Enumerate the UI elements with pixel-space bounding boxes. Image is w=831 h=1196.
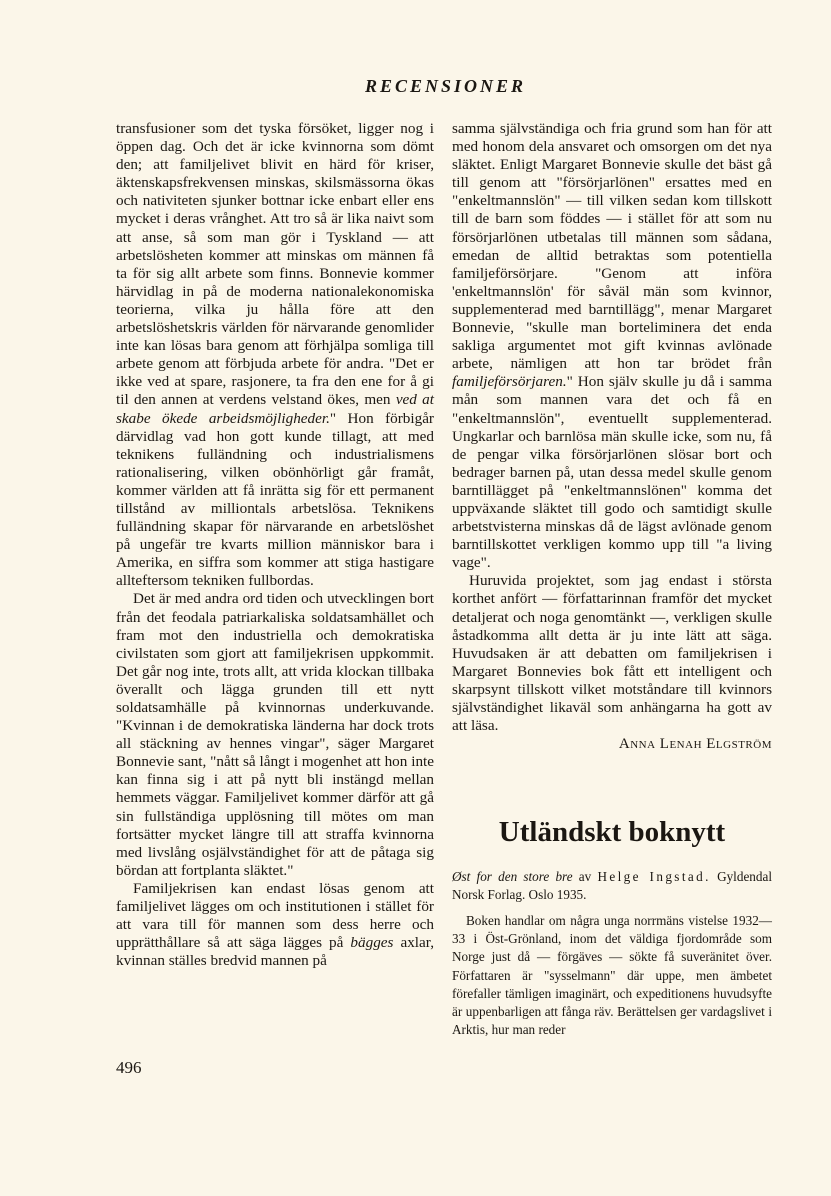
review-citation bbox=[452, 868, 772, 904]
paragraph: Boken handlar om några unga norrmäns vistelse 1932—33 i Öst-Grönland, inom det väldiga fjordområde som Norge just då — förgäves — sökte få suveränitet över. Författaren är "sysselmann" där uppe, men ämbetet förefaller tämligen imaginärt, och expeditionens huvudsyfte är uppenbarligen att fånga räv. Berättelsen ger vardagslivet i Arktis, hur man reder bbox=[452, 913, 772, 1038]
text-run: Familjekrisen kan endast lösas genom att familjelivet lägges om och institutionen i stället för att vara till för mannen som dess herre och upprätthållare så att säga lägges på bbox=[116, 879, 434, 952]
text-run: " Hon förbigår därvidlag vad hon gott kunde tillagt, att med teknikens fulländning och industrialismens rationalisering, vilken obönhörligt går framåt, kommer världen att få inrätta sig för ett permanent tillstånd av milliontals arbetslösa. Teknikens fulländning skapar för närvarande en arbetslöshet på ungefär tre kvarts million människor bara i Amerika, en siffra som kommer att stiga hastigare allteftersom tekniken fullbordas. bbox=[116, 409, 434, 590]
paragraph: Huruvida projektet, som jag endast i största korthet anfört — författarinnan framför det mycket detaljerat och noga genomtänkt —, verkligen skulle åstadkomma allt detta är ju inte lätt att säga. Huvudsaken är att debatten om familjekrisen i Margaret Bonnevies bok fått ett intelligent och skarpsynt tillskott vilket motståndare till kvinnors självständighet likaväl som anhängarna ha gott av att läsa. bbox=[452, 572, 772, 735]
italic-text: familjeförsörjaren. bbox=[452, 373, 567, 391]
section-title: Utländskt boknytt bbox=[498, 816, 726, 848]
italic-text: ved at skabe ökede arbeidsmöjligheder. bbox=[116, 391, 434, 427]
right-column bbox=[452, 120, 772, 753]
text-run: axlar, kvinnan ställes bredvid mannen på bbox=[116, 934, 434, 970]
book-publisher: Gyldendal Norsk Forlag. Oslo 1935. bbox=[452, 869, 772, 902]
running-head: RECENSIONER bbox=[364, 76, 527, 96]
italic-text: bägges bbox=[350, 934, 394, 952]
page-number: 496 bbox=[116, 1058, 142, 1077]
text-run: samma självständiga och fria grund som han för att med honom dela ansvaret och omsorgen om det nya släktet. Enligt Margaret Bonnevie skulle det bäst gå till genom att "försörjarlönen" ersattes med en "enkeltmannslön" — till vilken sedan kom tillskott till de barn som föddes — i stället för att som nu försörjarlönen utbetalas till männen som sådana, emedan de alltid betraktas som potentiella familjeförsörjare. "Genom att införa 'enkeltmannslön' för såväl män som kvinnor, supplementerad med barntillägg", menar Margaret Bonnevie, "skulle man borteliminera det enda sakliga argumentet mot gift kvinnas avlönade arbete, nämligen att hon tar brödet från bbox=[452, 120, 772, 373]
text-run: " Hon själv skulle ju då i samma mån som mannen vara det och få en "enkeltmannslön", eventuellt supplementerad. Ungkarlar och barnlösa män skulle icke, som nu, få de pengar vilka försörjarlönen slösar bort och bedrager barnen på, utan dessa medel skulle genom barntillägget på "enkeltmannslönen" komma det uppväxande släktet till godo och samtidigt skulle arbetstvisterna minskas då de lägst avlönade genom barntillskottet verkligen kommo upp till "a living vage". bbox=[452, 373, 772, 572]
text-run: av bbox=[572, 869, 598, 884]
book-author: Helge Ingstad. bbox=[597, 869, 711, 884]
paragraph bbox=[452, 120, 772, 572]
paragraph bbox=[116, 120, 434, 590]
text-run: transfusioner som det tyska försöket, ligger nog i öppen dag. Och det är icke kvinnorna som dömt den; att familjelivet blivit en härd för kriser, äktenskapsfrekvensen minskas, skilsmässorna ökas och nativiteten sjunker bottnar icke enbart eller ens mycket i deras vrånghet. Att tro så är lika naivt som att anse, så som man gör i Tyskland — att arbetslösheten kommer att minskas om männen få ta för sig allt arbete som finns. Bonnevie kommer härvidlag in på de moderna nationalekonomiska teorierna, vilka ju hålla före att den arbetslöshetskris världen för närvarande genomlider inte kan lösas bara genom att förhjälpa somliga till arbete genom att förbjuda arbete för andra. "Det er ikke ved at spare, rasjonere, ta fra den ene for å gi til den annen at verdens velstand ökes, men bbox=[116, 120, 434, 409]
author-signature: Anna Lenah Elgström bbox=[618, 736, 772, 753]
review-body bbox=[452, 912, 772, 1039]
paragraph bbox=[116, 880, 434, 970]
paragraph: Det är med andra ord tiden och utvecklingen bort från det feodala patriarkaliska soldatsamhället och fram mot den industriella och demokratiska civilstaten som gjort att familjekrisen uppkommit. Det går nog inte, trots allt, att vrida klockan tillbaka överallt och lägga grunden till ett nytt soldatsamhälle på kvinnornas underkuvande. "Kvinnan i de demokratiska länderna har dock trots all stäckning av hennes vingar", säger Margaret Bonnevie sant, "nått så långt i mogenhet att hon inte kan finna sig i att på nytt bli instängd mellan hemmets väggar. Familjelivet kommer därför att gå sin fullständiga upplösning till mötes om man fortsätter mycket längre till att straffa kvinnorna med livslång osjälvständighet för att de påtaga sig bördan att fortplanta släktet." bbox=[116, 590, 434, 879]
left-column bbox=[116, 120, 434, 970]
book-title: Øst for den store bre bbox=[452, 869, 573, 884]
